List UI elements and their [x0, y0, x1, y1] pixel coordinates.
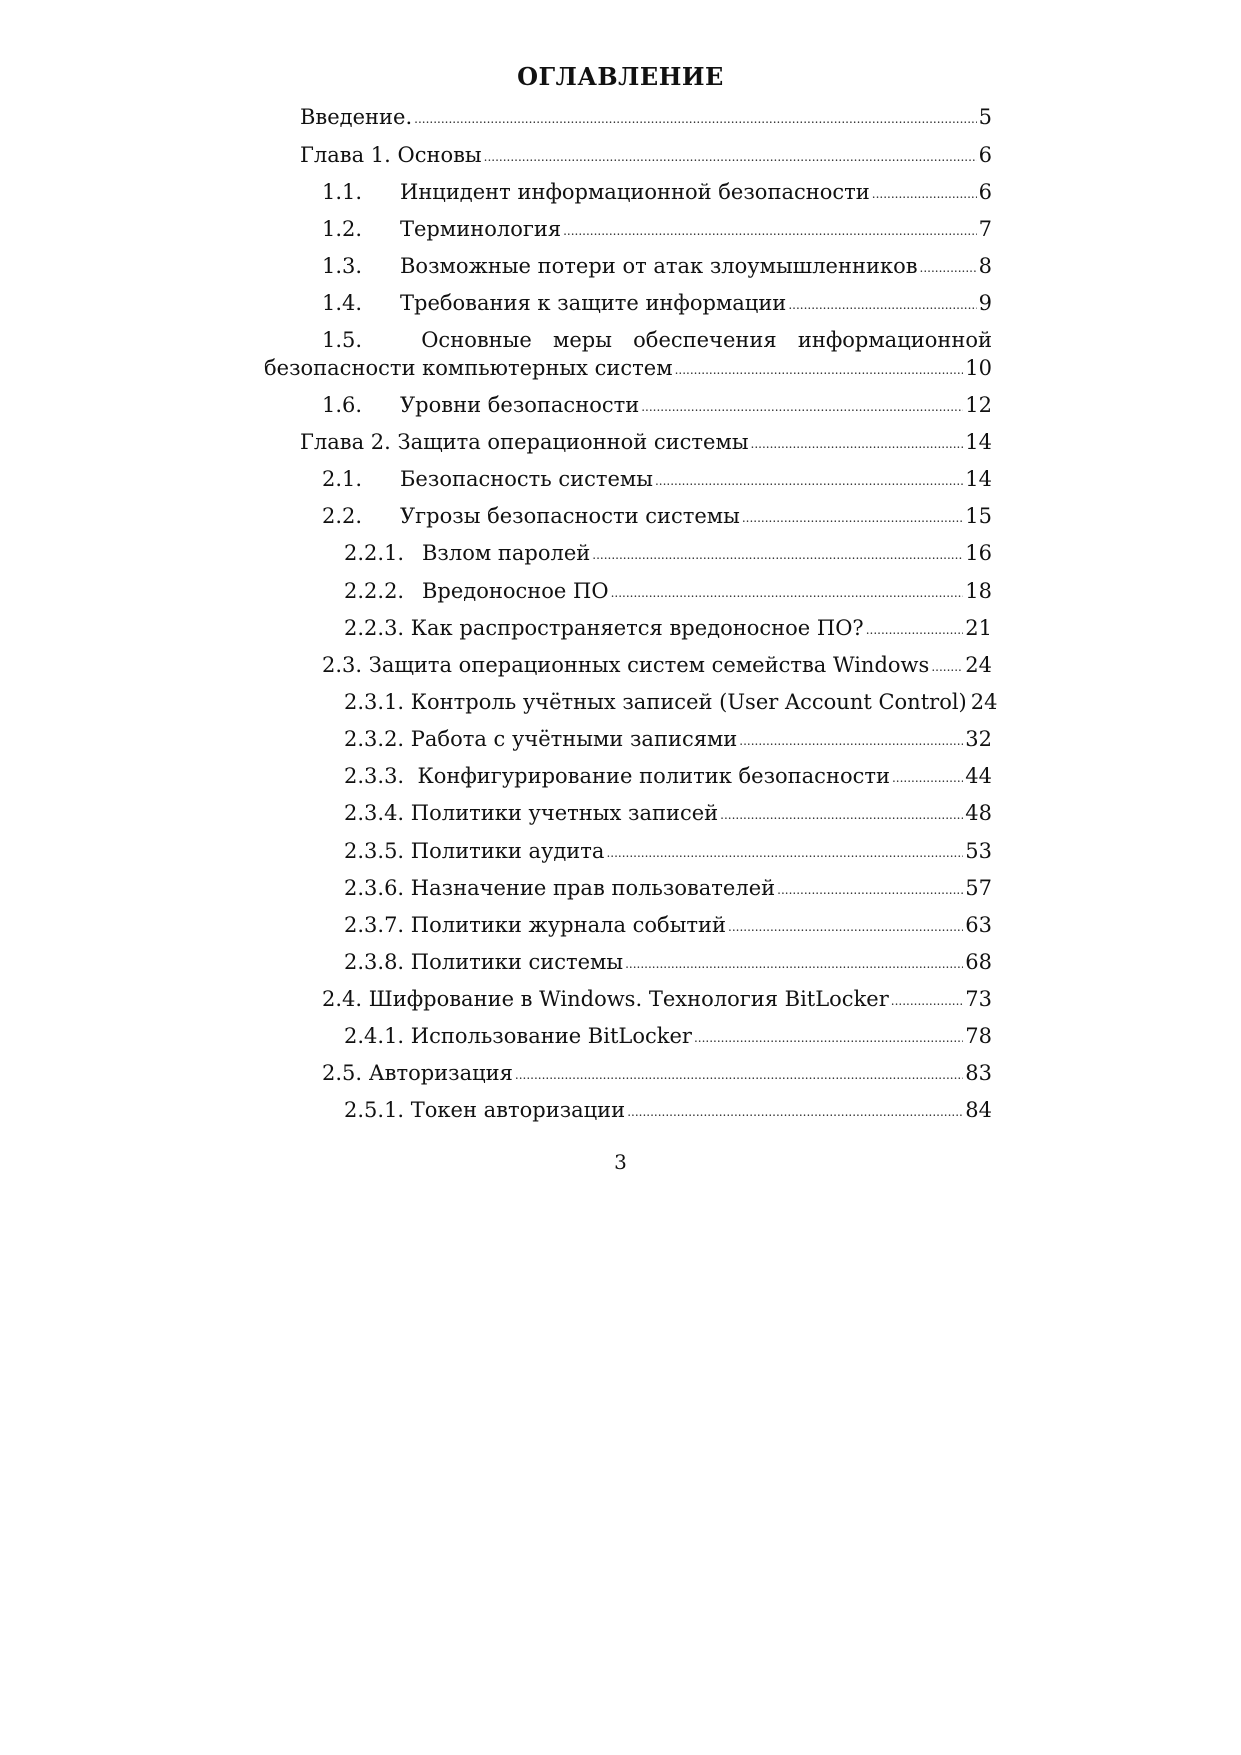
- toc-leader-dots: [777, 876, 963, 904]
- toc-entry-page: 73: [965, 987, 992, 1011]
- toc-entry-page: 8: [978, 254, 992, 278]
- toc-leader-dots: [606, 839, 963, 867]
- toc-entry-text: Возможные потери от атак злоумышленников: [400, 254, 918, 278]
- toc-entry-2-2-1[interactable]: [344, 539, 992, 570]
- toc-entry-2-3-2[interactable]: [344, 725, 992, 756]
- toc-entry-1-5-continuation[interactable]: [264, 354, 992, 385]
- toc-leader-dots: [592, 541, 963, 569]
- toc-entry-word: обеспечения: [633, 328, 777, 352]
- toc-entry-number: 1.6.: [322, 393, 363, 417]
- toc-entry-page: 18: [965, 579, 992, 603]
- toc-entry-page: 14: [965, 467, 992, 491]
- toc-entry-page: 48: [965, 801, 992, 825]
- toc-entry-word: меры: [553, 328, 612, 352]
- toc-entry-2-3-1[interactable]: [344, 688, 998, 719]
- toc-entry-page: 32: [965, 727, 992, 751]
- toc-leader-dots: [751, 430, 964, 458]
- toc-entry-1-6[interactable]: [322, 391, 992, 422]
- toc-entry-text: Угрозы безопасности системы: [400, 504, 740, 528]
- toc-entry-page: 5: [978, 105, 992, 129]
- toc-entry-number: 1.1.: [322, 180, 363, 204]
- toc-entry-text: Требования к защите информации: [400, 291, 787, 315]
- toc-entry-text: 2.3. Защита операционных систем семейства Windows: [322, 653, 930, 677]
- toc-leader-dots: [931, 653, 963, 681]
- toc-leader-dots: [720, 801, 963, 829]
- toc-entry-2-5[interactable]: [322, 1059, 992, 1090]
- toc-entry-text: 2.3.1. Контроль учётных записей (User Account Control): [344, 690, 967, 714]
- toc-entry-2-3-3[interactable]: [344, 762, 992, 793]
- toc-entry-2-4-1[interactable]: [344, 1022, 992, 1053]
- toc-entry-2-3-5[interactable]: [344, 837, 992, 868]
- toc-entry-number: 2.2.2.: [344, 579, 405, 603]
- toc-entry-2-5-1[interactable]: [344, 1096, 992, 1127]
- toc-entry-number: 2.2.1.: [344, 541, 405, 565]
- toc-entry-text: 2.3.2. Работа с учётными записями: [344, 727, 738, 751]
- toc-leader-dots: [627, 1098, 963, 1126]
- toc-entry-page: 24: [970, 690, 998, 714]
- toc-entry-page: 6: [978, 143, 992, 167]
- toc-entry-1-5[interactable]: [322, 326, 992, 354]
- toc-entry-text: Безопасность системы: [400, 467, 653, 491]
- toc-entry-2-3[interactable]: [322, 651, 992, 682]
- toc-entry-page: 24: [965, 653, 992, 677]
- toc-entry-text: безопасности компьютерных систем: [264, 356, 673, 380]
- toc-entry-number: 1.4.: [322, 291, 363, 315]
- toc-entry-2-3-6[interactable]: [344, 874, 992, 905]
- toc-entry-number: 2.1.: [322, 467, 363, 491]
- toc-leader-dots: [866, 616, 964, 644]
- toc-entry-page: 6: [978, 180, 992, 204]
- toc-entry-2-1[interactable]: [322, 465, 992, 496]
- toc-entry-page: 21: [965, 616, 992, 640]
- toc-entry-page: 7: [978, 217, 992, 241]
- toc-leader-dots: [484, 143, 977, 171]
- toc-entry-page: 63: [965, 913, 992, 937]
- toc-entry-text: 2.4.1. Использование BitLocker: [344, 1024, 692, 1048]
- toc-entry-number: 1.5.: [322, 328, 363, 352]
- toc-entry-page: 78: [965, 1024, 992, 1048]
- toc-entry-page: 84: [965, 1098, 992, 1122]
- toc-entry-number: 1.3.: [322, 254, 363, 278]
- toc-leader-dots: [641, 393, 963, 421]
- toc-entry-text: Инцидент информационной безопасности: [400, 180, 870, 204]
- toc-entry-page: 9: [978, 291, 992, 315]
- toc-entry-page: 16: [965, 541, 992, 565]
- toc-leader-dots: [515, 1061, 963, 1089]
- toc-leader-dots: [742, 504, 963, 532]
- toc-entry-number: 1.2.: [322, 217, 363, 241]
- toc-title: ОГЛАВЛЕНИЕ: [517, 62, 724, 91]
- toc-entry-text: 2.5.1. Токен авторизации: [344, 1098, 626, 1122]
- toc-entry-introduction[interactable]: [300, 103, 992, 134]
- toc-entry-text: 2.3.6. Назначение прав пользователей: [344, 876, 776, 900]
- toc-leader-dots: [675, 356, 964, 384]
- toc-entry-page: 53: [965, 839, 992, 863]
- toc-leader-dots: [739, 727, 963, 755]
- toc-entry-text: 2.3.4. Политики учетных записей: [344, 801, 719, 825]
- toc-entry-chapter-2[interactable]: [300, 428, 992, 459]
- toc-entry-2-4[interactable]: [322, 985, 992, 1016]
- toc-entry-2-2-3[interactable]: [344, 614, 992, 645]
- toc-entry-text: 2.2.3. Как распространяется вредоносное ПО?: [344, 616, 864, 640]
- toc-entry-number: 2.2.: [322, 504, 363, 528]
- toc-leader-dots: [920, 254, 977, 282]
- page-number: 3: [614, 1150, 627, 1174]
- toc-entry-1-4[interactable]: [322, 289, 992, 320]
- toc-leader-dots: [788, 291, 976, 319]
- toc-entry-text: Введение.: [300, 105, 413, 129]
- toc-entry-word: информационной: [797, 328, 992, 352]
- toc-entry-text: Глава 1. Основы: [300, 143, 482, 167]
- toc-entry-page: 10: [965, 356, 992, 380]
- toc-entry-text: 2.3.5. Политики аудита: [344, 839, 605, 863]
- toc-entry-text: Терминология: [400, 217, 562, 241]
- toc-entry-page: 14: [965, 430, 992, 454]
- toc-entry-text: Уровни безопасности: [400, 393, 640, 417]
- toc-leader-dots: [872, 180, 977, 208]
- toc-leader-dots: [414, 105, 976, 133]
- toc-entry-text: 2.5. Авторизация: [322, 1061, 513, 1085]
- toc-entry-text: 2.4. Шифрование в Windows. Технология BitLocker: [322, 987, 889, 1011]
- toc-entry-page: 12: [965, 393, 992, 417]
- toc-entry-page: 68: [965, 950, 992, 974]
- toc-leader-dots: [891, 987, 964, 1015]
- toc-entry-word: Основные: [421, 328, 532, 352]
- toc-leader-dots: [892, 764, 963, 792]
- toc-entry-2-2[interactable]: [322, 502, 992, 533]
- toc-entry-page: 57: [965, 876, 992, 900]
- toc-entry-text: Глава 2. Защита операционной системы: [300, 430, 749, 454]
- toc-entry-page: 44: [965, 764, 992, 788]
- toc-entry-2-3-7[interactable]: [344, 911, 992, 942]
- toc-entry-1-3[interactable]: [322, 252, 992, 283]
- toc-leader-dots: [625, 950, 963, 978]
- toc-entry-text: 2.3.3. Конфигурирование политик безопасности: [344, 764, 890, 788]
- toc-entry-1-2[interactable]: [322, 215, 992, 246]
- toc-entry-text: Вредоносное ПО: [422, 579, 609, 603]
- toc-leader-dots: [655, 467, 963, 495]
- toc-leader-dots: [563, 217, 977, 245]
- toc-entry-page: 15: [965, 504, 992, 528]
- toc-entry-2-3-8[interactable]: [344, 948, 992, 979]
- toc-entry-text: 2.3.8. Политики системы: [344, 950, 624, 974]
- toc-entry-2-2-2[interactable]: [344, 577, 992, 608]
- toc-entry-text: 2.3.7. Политики журнала событий: [344, 913, 727, 937]
- toc-leader-dots: [611, 579, 964, 607]
- toc-entry-2-3-4[interactable]: [344, 799, 992, 830]
- toc-entry-page: 83: [965, 1061, 992, 1085]
- toc-entry-text: Взлом паролей: [422, 541, 591, 565]
- toc-entry-1-1[interactable]: [322, 178, 992, 209]
- toc-leader-dots: [728, 913, 963, 941]
- toc-leader-dots: [694, 1024, 963, 1052]
- toc-entry-chapter-1[interactable]: [300, 141, 992, 172]
